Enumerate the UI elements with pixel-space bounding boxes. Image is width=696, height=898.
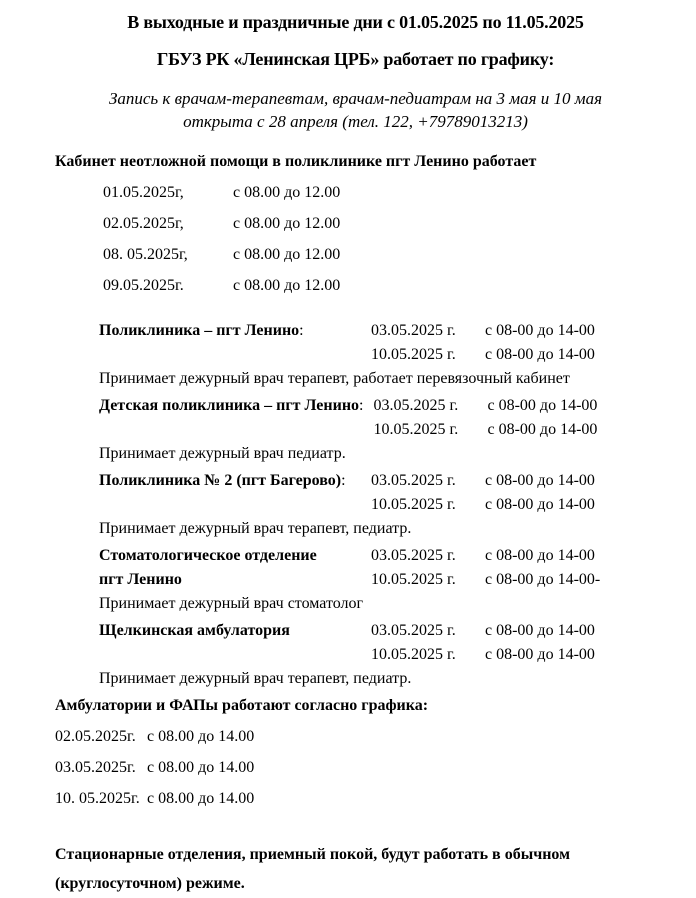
clinic-header-row: [99, 469, 656, 517]
schedule-time: с 08-00 до 14-00: [485, 346, 595, 363]
schedule-time: с 08-00 до 14-00: [485, 496, 595, 513]
schedule-date: 02.05.2025г.: [55, 728, 136, 745]
clinic-schedule: [374, 394, 598, 442]
schedule-row: [103, 177, 656, 208]
schedule-time: с 08-00 до 14-00-: [485, 571, 601, 588]
ambulatories-heading: Амбулатории и ФАПы работают согласно графика:: [55, 697, 429, 714]
schedule-date: 02.05.2025г,: [103, 215, 184, 232]
clinic-note: Принимает дежурный врач педиатр.: [99, 445, 346, 462]
schedule-date: 03.05.2025г.: [55, 759, 136, 776]
schedule-time: с 08.00 до 12.00: [233, 184, 341, 201]
schedule-time: с 08.00 до 12.00: [233, 215, 341, 232]
schedule-date: 08. 05.2025г,: [103, 246, 188, 263]
inpatient-departments-note: Стационарные отделения, приемный покой, будут работать в обычном (круглосуточном) режиме.: [55, 846, 571, 892]
clinic-name-text: Стоматологическое отделение: [99, 547, 317, 564]
schedule-row: [374, 394, 598, 418]
clinic-name-colon: :: [359, 397, 364, 414]
schedule-date: 03.05.2025 г.: [371, 472, 456, 489]
schedule-time: с 08.00 до 14.00: [147, 759, 255, 776]
clinic-block-stomatologia: [99, 544, 656, 616]
schedule-time: с 08-00 до 14-00: [485, 547, 595, 564]
schedule-row: [55, 721, 656, 752]
title-line-2: ГБУЗ РК «Ленинская ЦРБ» работает по графику:: [156, 49, 555, 69]
schedule-date: 10.05.2025 г.: [371, 346, 456, 363]
schedule-date: 10.05.2025 г.: [371, 496, 456, 513]
clinic-note: Принимает дежурный врач терапевт, педиатр.: [99, 670, 412, 687]
schedule-time: с 08.00 до 12.00: [233, 246, 341, 263]
clinic-header-row: [99, 619, 656, 667]
schedule-time: с 08.00 до 14.00: [147, 790, 255, 807]
schedule-time: с 08.00 до 14.00: [147, 728, 255, 745]
schedule-date: 10. 05.2025г.: [55, 790, 140, 807]
schedule-row: [371, 544, 600, 568]
schedule-date: 03.05.2025 г.: [371, 622, 456, 639]
schedule-row: [371, 493, 595, 517]
schedule-row: [371, 319, 595, 343]
clinic-note: Принимает дежурный врач терапевт, работает перевязочный кабинет: [99, 370, 570, 387]
clinic-name-text: Поликлиника № 2 (пгт Багерово): [99, 472, 342, 489]
schedule-time: с 08-00 до 14-00: [485, 646, 595, 663]
clinic-name-text: Поликлиника – пгт Ленино: [99, 322, 300, 339]
schedule-row: [371, 619, 595, 643]
schedule-row: [371, 643, 595, 667]
clinic-header-row: [99, 319, 656, 367]
schedule-date: 01.05.2025г,: [103, 184, 184, 201]
clinic-name: [99, 394, 374, 418]
clinic-block-detskaya-poliklinika: [99, 394, 656, 466]
clinic-header-row: [99, 544, 656, 592]
clinic-schedule: [371, 544, 600, 592]
schedule-row: [103, 270, 656, 301]
clinic-block-poliklinika-2-bagerovo: [99, 469, 656, 541]
schedule-row: [371, 469, 595, 493]
schedule-date: 10.05.2025 г.: [371, 646, 456, 663]
clinic-block-schelkinskaya-ambulatoria: [99, 619, 656, 691]
title-line-1: В выходные и праздничные дни с 01.05.2025 по 11.05.2025: [127, 12, 584, 32]
schedule-time: с 08-00 до 14-00: [485, 472, 595, 489]
clinic-name: [99, 319, 371, 343]
clinic-schedule: [371, 619, 595, 667]
clinic-name: [99, 544, 371, 592]
clinic-block-poliklinika-lenino: [99, 319, 656, 391]
emergency-room-heading: Кабинет неотложной помощи в поликлинике пгт Ленино работает: [55, 153, 537, 170]
schedule-row: [103, 208, 656, 239]
clinic-name-colon: :: [299, 322, 304, 339]
schedule-row: [55, 783, 656, 814]
clinic-name: [99, 619, 371, 643]
schedule-date: 10.05.2025 г.: [371, 571, 456, 588]
clinic-name-colon: :: [341, 472, 346, 489]
clinic-name-line2: пгт Ленино: [99, 571, 182, 588]
schedule-date: 10.05.2025 г.: [373, 421, 459, 438]
schedule-date: 03.05.2025 г.: [373, 397, 459, 414]
emergency-room-schedule: [55, 177, 656, 301]
schedule-row: [371, 343, 595, 367]
schedule-row: [374, 418, 598, 442]
schedule-row: [371, 568, 600, 592]
clinic-schedule: [371, 469, 595, 517]
schedule-row: [55, 752, 656, 783]
schedule-time: с 08-00 до 14-00: [487, 397, 598, 414]
schedule-row: [103, 239, 656, 270]
clinic-name-text: Щелкинская амбулатория: [99, 622, 290, 639]
appointment-note: Запись к врачам-терапевтам, врачам-педиатрам на 3 мая и 10 мая открыта с 28 апреля (тел. 122, +79789013213): [108, 89, 603, 131]
schedule-time: с 08-00 до 14-00: [487, 421, 598, 438]
schedule-date: 09.05.2025г.: [103, 277, 184, 294]
schedule-time: с 08.00 до 12.00: [233, 277, 341, 294]
schedule-date: 03.05.2025 г.: [371, 547, 456, 564]
clinic-note: Принимает дежурный врач терапевт, педиатр.: [99, 520, 412, 537]
ambulatories-schedule: [55, 721, 656, 814]
clinic-name: [99, 469, 371, 493]
clinic-name-text: Детская поликлиника – пгт Ленино: [99, 397, 360, 414]
schedule-time: с 08-00 до 14-00: [485, 622, 595, 639]
clinic-schedule: [371, 319, 595, 367]
schedule-time: с 08-00 до 14-00: [485, 322, 595, 339]
clinic-blocks: [55, 319, 656, 691]
clinic-note: Принимает дежурный врач стоматолог: [99, 595, 364, 612]
schedule-date: 03.05.2025 г.: [371, 322, 456, 339]
clinic-header-row: [99, 394, 656, 442]
